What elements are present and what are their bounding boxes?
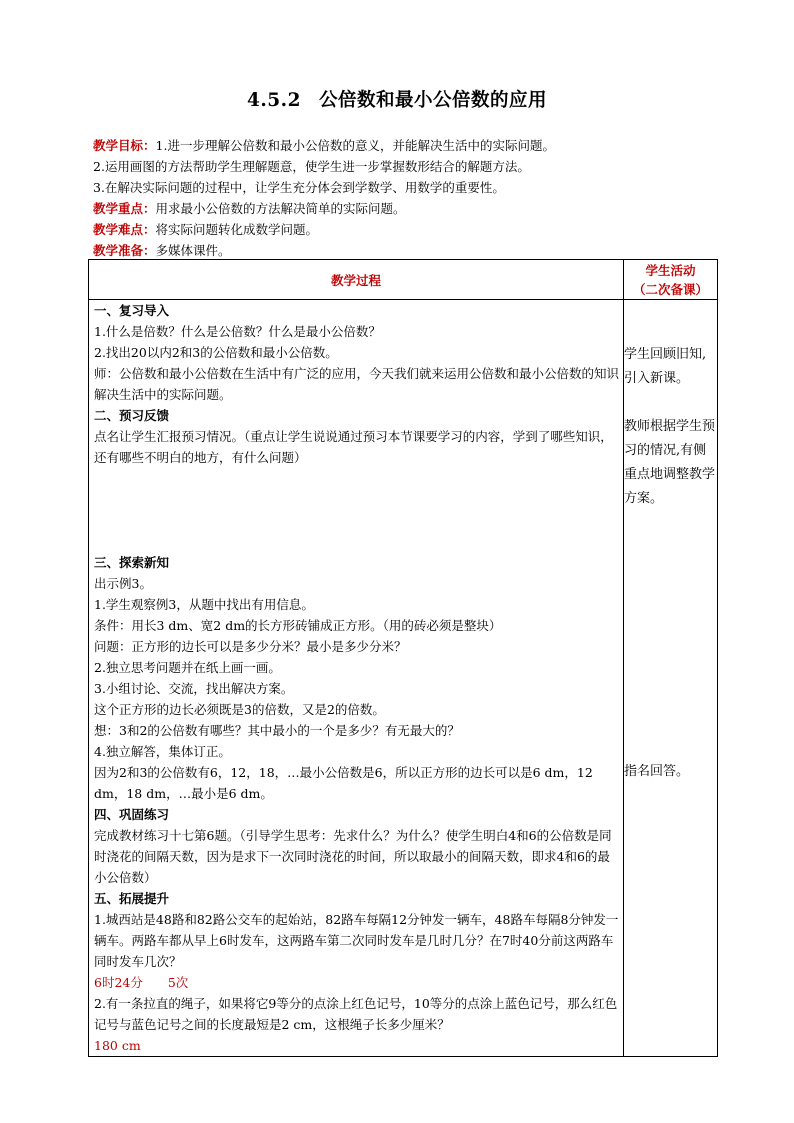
s5-answer-1: 6时24分 5次 — [94, 975, 189, 990]
objective-2: 2.运用画图的方法帮助学生理解题意，使学生进一步掌握数形结合的解题方法。 — [93, 159, 530, 174]
prep-text: 多媒体课件。 — [155, 243, 231, 258]
difficulty-label: 教学难点： — [93, 222, 156, 237]
section-5-title: 五、拓展提升 — [94, 891, 170, 906]
side-note-3: 指名回答。 — [624, 764, 690, 779]
lesson-table — [88, 259, 718, 1057]
s2-line-1: 点名让学生汇报预习情况。（重点让学生说说通过预习本节课要学习的内容，学到了哪些知识，还有哪些不明白的地方，有什么问题） — [94, 429, 613, 465]
section-1-title: 一、复习导入 — [94, 303, 170, 318]
teaching-intro — [93, 135, 733, 261]
side-note-1: 学生回顾旧知,引入新课。 — [624, 347, 707, 386]
objectives-line — [93, 135, 733, 156]
s3-line-9: 4.独立解答，集体订正。 — [94, 744, 231, 759]
header-right-line-2: （二次备课） — [632, 281, 708, 297]
key-text: 用求最小公倍数的方法解决简单的实际问题。 — [155, 201, 406, 216]
objective-3: 3.在解决实际问题的过程中，让学生充分体会到学数学、用数学的重要性。 — [93, 180, 505, 195]
process-cell — [89, 300, 624, 1057]
section-2-title: 二、预习反馈 — [94, 408, 170, 423]
key-label: 教学重点： — [93, 201, 156, 216]
s3-line-10: 因为2和3的公倍数有6，12，18，…最小公倍数是6，所以正方形的边长可以是6 dm，12 dm，18 dm，…最小是6 dm。 — [94, 765, 593, 801]
s5-line-1: 1.城西站是48路和82路公交车的起始站，82路车每隔12分钟发一辆车，48路车每隔8分钟发一辆车。两路车都从早上6时发车，这两路车第二次同时发车是几时几分？在7时40分前这两路车同时发车几次？ — [94, 912, 619, 969]
objective-1: 1.进一步理解公倍数和最小公倍数的意义，并能解决生活中的实际问题。 — [155, 138, 555, 153]
s3-line-8: 想：3和2的公倍数有哪些？其中最小的一个是多少？有无最大的？ — [94, 723, 460, 738]
s5-answer-2: 180 cm — [94, 1038, 141, 1053]
s1-line-2: 2.找出20以内2和3的公倍数和最小公倍数。 — [94, 345, 338, 360]
section-4-title: 四、巩固练习 — [94, 807, 170, 822]
prep-label: 教学准备： — [93, 243, 156, 258]
s3-line-7: 这个正方形的边长必须既是3的倍数，又是2的倍数。 — [94, 702, 385, 717]
page-title — [0, 86, 794, 112]
header-right-line-1: 学生活动 — [645, 262, 696, 278]
key-line — [93, 198, 733, 219]
s4-line-1: 完成教材练习十七第6题。（引导学生思考：先求什么？为什么？使学生明白4和6的公倍数是同时浇花的间隔天数，因为是求下一次同时浇花的时间，所以取最小的间隔天数，即求4和6的最小公倍数） — [94, 828, 612, 885]
header-student-activity — [624, 260, 718, 300]
difficulty-text: 将实际问题转化成数学问题。 — [155, 222, 319, 237]
s5-line-2: 2.有一条拉直的绳子，如果将它9等分的点涂上红色记号，10等分的点涂上蓝色记号，那么红色记号与蓝色记号之间的长度最短是2 cm，这根绳子长多少厘米？ — [94, 996, 618, 1032]
s3-line-5: 2.独立思考问题并在纸上画一画。 — [94, 660, 281, 675]
s3-line-4: 问题：正方形的边长可以是多少分米？最小是多少分米？ — [94, 639, 407, 654]
section-3-title: 三、探索新知 — [94, 555, 170, 570]
s3-line-1: 出示例3。 — [94, 576, 152, 591]
prep-line — [93, 240, 733, 261]
blank-space — [89, 468, 623, 552]
s3-line-2: 1.学生观察例3，从题中找出有用信息。 — [94, 597, 314, 612]
objectives-label: 教学目标： — [93, 138, 156, 153]
student-activity-cell — [624, 300, 718, 1057]
s1-line-3: 师：公倍数和最小公倍数在生活中有广泛的应用，今天我们就来运用公倍数和最小公倍数的知识解决生活中的实际问题。 — [94, 366, 620, 402]
header-process: 教学过程 — [89, 260, 624, 300]
s1-line-1: 1.什么是倍数？什么是公倍数？什么是最小公倍数？ — [94, 324, 381, 339]
difficulty-line — [93, 219, 733, 240]
s3-line-6: 3.小组讨论、交流，找出解决方案。 — [94, 681, 294, 696]
s3-line-3: 条件：用长3 dm、宽2 dm的长方形砖铺成正方形。（用的砖必须是整块） — [94, 618, 502, 633]
side-note-2: 教师根据学生预习的情况,有侧重点地调整教学方案。 — [624, 419, 716, 506]
section-number: 4.5.2 — [246, 90, 301, 111]
title-text: 公倍数和最小公倍数的应用 — [318, 90, 547, 111]
